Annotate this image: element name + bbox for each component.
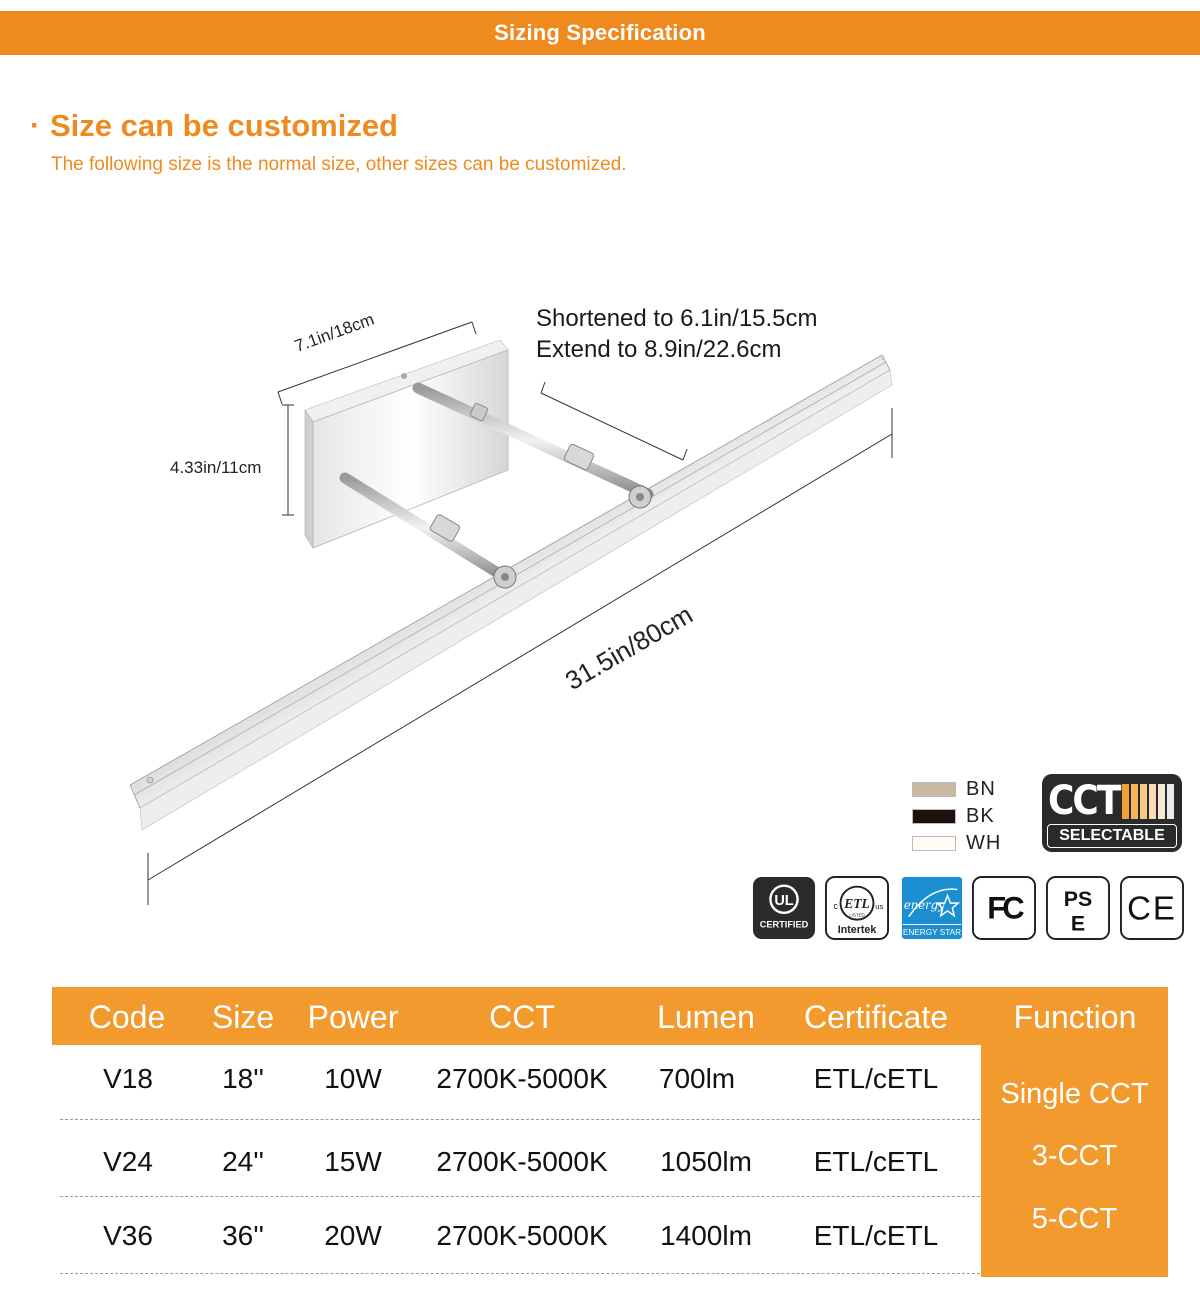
etl-us: us xyxy=(875,901,884,911)
height-dimension-label: 4.33in/11cm xyxy=(170,458,262,477)
energy-star-icon xyxy=(900,876,964,940)
cell-cct: 2700K-5000K xyxy=(436,1146,608,1177)
cct-bar xyxy=(1167,784,1174,819)
cct-selectable-badge xyxy=(1042,774,1182,852)
product-dimension-drawing xyxy=(0,280,1200,920)
certification-logos xyxy=(0,876,1200,940)
length-dimension-label: 31.5in/80cm xyxy=(560,599,698,696)
depth-dimension-label: 7.1in/18cm xyxy=(292,309,377,356)
etl-mark: ETL xyxy=(844,896,870,911)
cell-certificate: ETL/cETL xyxy=(813,1063,939,1094)
pse-icon xyxy=(1046,876,1110,940)
header-lumen: Lumen xyxy=(657,999,755,1035)
header-cct: CCT xyxy=(489,999,555,1035)
finish-option xyxy=(912,830,1001,857)
cell-certificate: ETL/cETL xyxy=(813,1146,939,1177)
etl-listed-icon xyxy=(825,876,889,940)
header-code: Code xyxy=(88,999,166,1035)
ce-mark: CE xyxy=(1127,889,1177,927)
function-single-cct: Single CCT xyxy=(1000,1078,1149,1110)
energy-star-script: energy xyxy=(903,897,945,912)
table-row xyxy=(52,1128,981,1198)
header-certificate: Certificate xyxy=(803,999,949,1035)
etl-listed: LISTED xyxy=(849,912,865,918)
cell-power: 20W xyxy=(324,1220,382,1251)
cell-cct: 2700K-5000K xyxy=(436,1063,608,1094)
etl-caption: Intertek xyxy=(837,924,877,937)
cct-color-bars xyxy=(1122,784,1176,819)
header-function: Function xyxy=(1013,999,1137,1035)
etl-c: c xyxy=(833,900,838,911)
pse-line1: PS xyxy=(1063,887,1093,912)
arm-shortened-label: Shortened to 6.1in/15.5cm xyxy=(536,305,818,332)
cell-size: 36'' xyxy=(222,1220,264,1251)
energy-star-caption: ENERGY STAR xyxy=(902,928,962,938)
cct-bar xyxy=(1149,784,1156,819)
cell-lumen: 1050lm xyxy=(660,1146,752,1177)
row-divider xyxy=(60,1273,980,1274)
table-row xyxy=(52,1202,981,1272)
dimension-lines xyxy=(148,322,892,905)
cell-size: 24'' xyxy=(222,1146,264,1177)
cell-code: V24 xyxy=(103,1146,153,1177)
fcc-icon xyxy=(972,876,1036,940)
finish-options xyxy=(912,776,1001,857)
cell-code: V18 xyxy=(103,1063,153,1094)
cct-badge-selectable: SELECTABLE xyxy=(1047,824,1177,848)
ce-icon xyxy=(1120,876,1184,940)
heading-bullet: · xyxy=(30,109,40,142)
cell-lumen: 1400lm xyxy=(660,1220,752,1251)
finish-label: BK xyxy=(966,805,995,827)
cct-bar xyxy=(1122,784,1129,819)
ul-certified-icon xyxy=(752,876,816,940)
finish-option xyxy=(912,803,1001,830)
cell-size: 18'' xyxy=(222,1063,264,1094)
arm-extend-label: Extend to 8.9in/22.6cm xyxy=(536,336,782,363)
function-3-cct: 3-CCT xyxy=(1031,1140,1118,1172)
finish-label: WH xyxy=(966,832,1002,854)
finish-swatch-bk xyxy=(912,809,956,824)
finish-swatch-wh xyxy=(912,836,956,851)
arm-adjustment-text xyxy=(536,303,818,365)
function-column xyxy=(981,987,1168,1277)
cell-code: V36 xyxy=(103,1220,153,1251)
heading-title: Size can be customized xyxy=(50,108,398,143)
ul-mark: UL xyxy=(774,893,794,910)
cell-power: 15W xyxy=(324,1146,382,1177)
finish-swatch-bn xyxy=(912,782,956,797)
cell-certificate: ETL/cETL xyxy=(813,1220,939,1251)
cct-bar xyxy=(1158,784,1165,819)
banner-title: Sizing Specification xyxy=(494,20,706,45)
ul-caption: CERTIFIED xyxy=(759,919,809,930)
header-size: Size xyxy=(211,999,275,1035)
spec-table xyxy=(52,987,1168,1277)
cell-cct: 2700K-5000K xyxy=(436,1220,608,1251)
section-banner xyxy=(0,11,1200,55)
cell-power: 10W xyxy=(324,1063,382,1094)
fcc-mark: FC xyxy=(987,890,1021,926)
cct-bar xyxy=(1140,784,1147,819)
finish-label: BN xyxy=(966,778,996,800)
cct-bar xyxy=(1131,784,1138,819)
row-divider xyxy=(60,1119,980,1120)
row-divider xyxy=(60,1196,980,1197)
function-5-cct: 5-CCT xyxy=(1031,1203,1118,1235)
table-row xyxy=(52,1045,981,1115)
cell-lumen: 700lm xyxy=(658,1063,736,1094)
header-power: Power xyxy=(307,999,399,1035)
heading-subtitle: The following size is the normal size, other sizes can be customized. xyxy=(51,154,627,175)
section-heading xyxy=(30,108,398,144)
cct-badge-word: CCT xyxy=(1048,778,1120,824)
finish-option xyxy=(912,776,1001,803)
pse-line2: E xyxy=(1070,911,1086,936)
